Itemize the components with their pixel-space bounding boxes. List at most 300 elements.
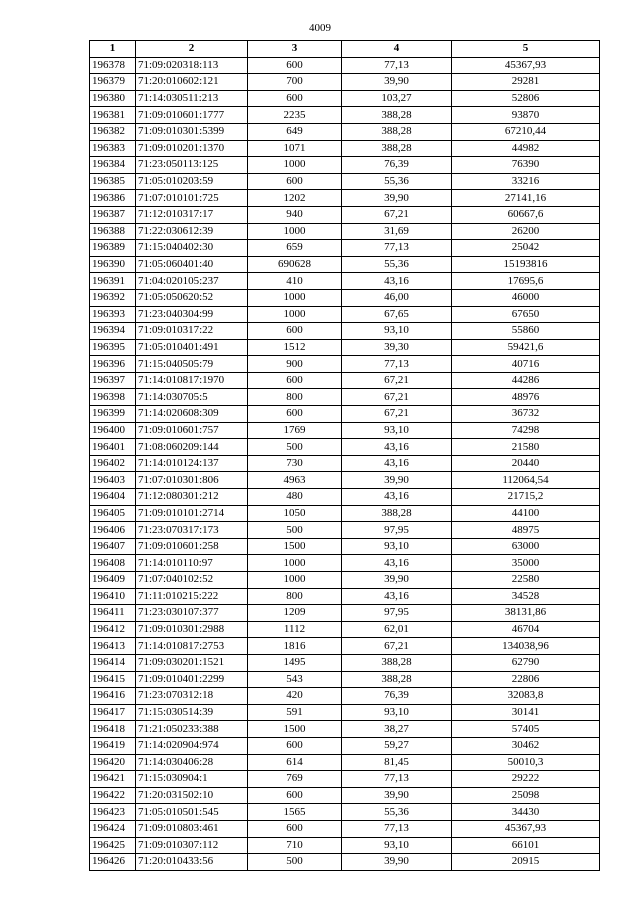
record-number-cell: 196379: [90, 74, 136, 91]
record-number-cell: 196402: [90, 455, 136, 472]
area-cell: 1769: [248, 422, 342, 439]
record-number-cell: 196424: [90, 820, 136, 837]
cadastral-number-cell: 71:05:010501:545: [136, 804, 248, 821]
value-cell: 46000: [452, 289, 600, 306]
table-body: [90, 57, 600, 870]
cadastral-number-cell: 71:14:030511:213: [136, 90, 248, 107]
rate-cell: 388,28: [342, 140, 452, 157]
record-number-cell: 196389: [90, 240, 136, 257]
rate-cell: 39,30: [342, 339, 452, 356]
table-row: [90, 190, 600, 207]
value-cell: 35000: [452, 555, 600, 572]
table-row: [90, 837, 600, 854]
table-row: [90, 754, 600, 771]
record-number-cell: 196410: [90, 588, 136, 605]
table-row: [90, 688, 600, 705]
cadastral-number-cell: 71:09:010601:757: [136, 422, 248, 439]
area-cell: 1500: [248, 538, 342, 555]
cadastral-number-cell: 71:09:010301:2988: [136, 621, 248, 638]
record-number-cell: 196382: [90, 123, 136, 140]
value-cell: 44286: [452, 372, 600, 389]
table-row: [90, 721, 600, 738]
area-cell: 900: [248, 356, 342, 373]
table-row: [90, 57, 600, 74]
table-row: [90, 505, 600, 522]
table-row: [90, 538, 600, 555]
record-number-cell: 196403: [90, 472, 136, 489]
value-cell: 34430: [452, 804, 600, 821]
cadastral-number-cell: 71:23:070312:18: [136, 688, 248, 705]
area-cell: 659: [248, 240, 342, 257]
table-row: [90, 621, 600, 638]
rate-cell: 43,16: [342, 555, 452, 572]
table-row: [90, 605, 600, 622]
area-cell: 1209: [248, 605, 342, 622]
area-cell: 600: [248, 323, 342, 340]
cadastral-number-cell: 71:21:050233:388: [136, 721, 248, 738]
table-row: [90, 654, 600, 671]
rate-cell: 388,28: [342, 107, 452, 124]
cadastral-number-cell: 71:09:010307:112: [136, 837, 248, 854]
table-row: [90, 289, 600, 306]
cadastral-number-cell: 71:05:050620:52: [136, 289, 248, 306]
record-number-cell: 196393: [90, 306, 136, 323]
table-row: [90, 820, 600, 837]
rate-cell: 67,21: [342, 638, 452, 655]
cadastral-number-cell: 71:14:020904:974: [136, 737, 248, 754]
rate-cell: 43,16: [342, 489, 452, 506]
value-cell: 29222: [452, 771, 600, 788]
rate-cell: 31,69: [342, 223, 452, 240]
rate-cell: 76,39: [342, 157, 452, 174]
rate-cell: 55,36: [342, 256, 452, 273]
table-row: [90, 704, 600, 721]
rate-cell: 93,10: [342, 704, 452, 721]
cadastral-number-cell: 71:15:040402:30: [136, 240, 248, 257]
record-number-cell: 196378: [90, 57, 136, 74]
record-number-cell: 196422: [90, 787, 136, 804]
rate-cell: 62,01: [342, 621, 452, 638]
table-row: [90, 671, 600, 688]
rate-cell: 76,39: [342, 688, 452, 705]
area-cell: 500: [248, 522, 342, 539]
table-row: [90, 555, 600, 572]
cadastral-number-cell: 71:14:010124:137: [136, 455, 248, 472]
cadastral-number-cell: 71:15:030514:39: [136, 704, 248, 721]
cadastral-number-cell: 71:08:060209:144: [136, 439, 248, 456]
column-header-2: 2: [136, 41, 248, 58]
table-row: [90, 439, 600, 456]
value-cell: 67650: [452, 306, 600, 323]
record-number-cell: 196426: [90, 854, 136, 871]
record-number-cell: 196419: [90, 737, 136, 754]
rate-cell: 67,21: [342, 206, 452, 223]
table-row: [90, 356, 600, 373]
value-cell: 25042: [452, 240, 600, 257]
value-cell: 22580: [452, 572, 600, 589]
table-row: [90, 140, 600, 157]
record-number-cell: 196421: [90, 771, 136, 788]
rate-cell: 39,90: [342, 572, 452, 589]
value-cell: 25098: [452, 787, 600, 804]
value-cell: 20915: [452, 854, 600, 871]
value-cell: 63000: [452, 538, 600, 555]
table-row: [90, 90, 600, 107]
cadastral-number-cell: 71:23:070317:173: [136, 522, 248, 539]
cadastral-number-cell: 71:23:040304:99: [136, 306, 248, 323]
table-row: [90, 787, 600, 804]
cadastral-number-cell: 71:09:010101:2714: [136, 505, 248, 522]
area-cell: 649: [248, 123, 342, 140]
record-number-cell: 196388: [90, 223, 136, 240]
area-cell: 600: [248, 787, 342, 804]
table-row: [90, 638, 600, 655]
cadastral-number-cell: 71:14:030406:28: [136, 754, 248, 771]
value-cell: 60667,6: [452, 206, 600, 223]
table-row: [90, 206, 600, 223]
rate-cell: 39,90: [342, 74, 452, 91]
area-cell: 500: [248, 854, 342, 871]
value-cell: 21715,2: [452, 489, 600, 506]
column-header-4: 4: [342, 41, 452, 58]
cadastral-number-cell: 71:05:010203:59: [136, 173, 248, 190]
value-cell: 40716: [452, 356, 600, 373]
cadastral-number-cell: 71:05:060401:40: [136, 256, 248, 273]
rate-cell: 39,90: [342, 787, 452, 804]
rate-cell: 93,10: [342, 422, 452, 439]
record-number-cell: 196408: [90, 555, 136, 572]
cadastral-number-cell: 71:14:010817:1970: [136, 372, 248, 389]
area-cell: 1000: [248, 289, 342, 306]
cadastral-number-cell: 71:09:010601:1777: [136, 107, 248, 124]
cadastral-number-cell: 71:09:010401:2299: [136, 671, 248, 688]
cadastral-number-cell: 71:14:010817:2753: [136, 638, 248, 655]
rate-cell: 77,13: [342, 771, 452, 788]
rate-cell: 388,28: [342, 505, 452, 522]
rate-cell: 81,45: [342, 754, 452, 771]
table-row: [90, 256, 600, 273]
value-cell: 44982: [452, 140, 600, 157]
value-cell: 29281: [452, 74, 600, 91]
rate-cell: 93,10: [342, 538, 452, 555]
record-number-cell: 196384: [90, 157, 136, 174]
value-cell: 34528: [452, 588, 600, 605]
rate-cell: 97,95: [342, 522, 452, 539]
value-cell: 134038,96: [452, 638, 600, 655]
cadastral-number-cell: 71:20:010433:56: [136, 854, 248, 871]
value-cell: 22806: [452, 671, 600, 688]
register-table: [89, 40, 600, 871]
page-number: 4009: [309, 22, 331, 34]
record-number-cell: 196413: [90, 638, 136, 655]
table-row: [90, 323, 600, 340]
area-cell: 769: [248, 771, 342, 788]
table-row: [90, 223, 600, 240]
area-cell: 1565: [248, 804, 342, 821]
record-number-cell: 196414: [90, 654, 136, 671]
area-cell: 2235: [248, 107, 342, 124]
rate-cell: 39,90: [342, 190, 452, 207]
record-number-cell: 196423: [90, 804, 136, 821]
rate-cell: 38,27: [342, 721, 452, 738]
record-number-cell: 196401: [90, 439, 136, 456]
area-cell: 500: [248, 439, 342, 456]
value-cell: 66101: [452, 837, 600, 854]
cadastral-number-cell: 71:07:010301:806: [136, 472, 248, 489]
area-cell: 1512: [248, 339, 342, 356]
area-cell: 700: [248, 74, 342, 91]
table-row: [90, 422, 600, 439]
rate-cell: 103,27: [342, 90, 452, 107]
value-cell: 21580: [452, 439, 600, 456]
cadastral-number-cell: 71:20:031502:10: [136, 787, 248, 804]
value-cell: 45367,93: [452, 57, 600, 74]
record-number-cell: 196381: [90, 107, 136, 124]
value-cell: 59421,6: [452, 339, 600, 356]
record-number-cell: 196380: [90, 90, 136, 107]
value-cell: 26200: [452, 223, 600, 240]
area-cell: 690628: [248, 256, 342, 273]
area-cell: 1000: [248, 223, 342, 240]
cadastral-number-cell: 71:09:020318:113: [136, 57, 248, 74]
value-cell: 45367,93: [452, 820, 600, 837]
record-number-cell: 196386: [90, 190, 136, 207]
area-cell: 1112: [248, 621, 342, 638]
area-cell: 614: [248, 754, 342, 771]
cadastral-number-cell: 71:23:050113:125: [136, 157, 248, 174]
area-cell: 591: [248, 704, 342, 721]
record-number-cell: 196391: [90, 273, 136, 290]
record-number-cell: 196400: [90, 422, 136, 439]
record-number-cell: 196406: [90, 522, 136, 539]
area-cell: 1071: [248, 140, 342, 157]
rate-cell: 43,16: [342, 273, 452, 290]
value-cell: 36732: [452, 406, 600, 423]
rate-cell: 388,28: [342, 654, 452, 671]
record-number-cell: 196385: [90, 173, 136, 190]
rate-cell: 43,16: [342, 455, 452, 472]
area-cell: 1000: [248, 555, 342, 572]
cadastral-number-cell: 71:09:010803:461: [136, 820, 248, 837]
rate-cell: 67,21: [342, 389, 452, 406]
cadastral-number-cell: 71:14:030705:5: [136, 389, 248, 406]
area-cell: 730: [248, 455, 342, 472]
record-number-cell: 196394: [90, 323, 136, 340]
table-row: [90, 123, 600, 140]
value-cell: 67210,44: [452, 123, 600, 140]
rate-cell: 43,16: [342, 439, 452, 456]
rate-cell: 97,95: [342, 605, 452, 622]
table-row: [90, 74, 600, 91]
rate-cell: 388,28: [342, 671, 452, 688]
value-cell: 20440: [452, 455, 600, 472]
table-header-row: [90, 41, 600, 58]
cadastral-number-cell: 71:09:010317:22: [136, 323, 248, 340]
cadastral-number-cell: 71:05:010401:491: [136, 339, 248, 356]
value-cell: 32083,8: [452, 688, 600, 705]
record-number-cell: 196395: [90, 339, 136, 356]
cadastral-number-cell: 71:11:010215:222: [136, 588, 248, 605]
area-cell: 420: [248, 688, 342, 705]
table-row: [90, 588, 600, 605]
record-number-cell: 196415: [90, 671, 136, 688]
cadastral-number-cell: 71:23:030107:377: [136, 605, 248, 622]
area-cell: 600: [248, 372, 342, 389]
area-cell: 1000: [248, 157, 342, 174]
record-number-cell: 196397: [90, 372, 136, 389]
value-cell: 52806: [452, 90, 600, 107]
table-row: [90, 240, 600, 257]
record-number-cell: 196398: [90, 389, 136, 406]
cadastral-number-cell: 71:14:010110:97: [136, 555, 248, 572]
cadastral-number-cell: 71:12:010317:17: [136, 206, 248, 223]
rate-cell: 55,36: [342, 173, 452, 190]
rate-cell: 77,13: [342, 820, 452, 837]
value-cell: 48975: [452, 522, 600, 539]
rate-cell: 39,90: [342, 854, 452, 871]
cadastral-number-cell: 71:09:010301:5399: [136, 123, 248, 140]
area-cell: 1000: [248, 306, 342, 323]
record-number-cell: 196416: [90, 688, 136, 705]
cadastral-number-cell: 71:07:010101:725: [136, 190, 248, 207]
table-row: [90, 372, 600, 389]
value-cell: 27141,16: [452, 190, 600, 207]
cadastral-number-cell: 71:12:080301:212: [136, 489, 248, 506]
area-cell: 800: [248, 588, 342, 605]
area-cell: 1500: [248, 721, 342, 738]
area-cell: 940: [248, 206, 342, 223]
rate-cell: 67,65: [342, 306, 452, 323]
area-cell: 1000: [248, 572, 342, 589]
table-row: [90, 389, 600, 406]
record-number-cell: 196404: [90, 489, 136, 506]
table-row: [90, 771, 600, 788]
cadastral-number-cell: 71:20:010602:121: [136, 74, 248, 91]
area-cell: 600: [248, 173, 342, 190]
rate-cell: 67,21: [342, 406, 452, 423]
rate-cell: 77,13: [342, 240, 452, 257]
area-cell: 600: [248, 820, 342, 837]
column-header-5: 5: [452, 41, 600, 58]
rate-cell: 77,13: [342, 356, 452, 373]
table-row: [90, 157, 600, 174]
record-number-cell: 196418: [90, 721, 136, 738]
table-row: [90, 107, 600, 124]
table-row: [90, 406, 600, 423]
value-cell: 33216: [452, 173, 600, 190]
table-row: [90, 804, 600, 821]
rate-cell: 59,27: [342, 737, 452, 754]
record-number-cell: 196425: [90, 837, 136, 854]
rate-cell: 93,10: [342, 837, 452, 854]
value-cell: 48976: [452, 389, 600, 406]
rate-cell: 93,10: [342, 323, 452, 340]
area-cell: 600: [248, 57, 342, 74]
table-row: [90, 173, 600, 190]
area-cell: 600: [248, 737, 342, 754]
record-number-cell: 196411: [90, 605, 136, 622]
cadastral-number-cell: 71:09:010601:258: [136, 538, 248, 555]
rate-cell: 388,28: [342, 123, 452, 140]
value-cell: 112064,54: [452, 472, 600, 489]
record-number-cell: 196417: [90, 704, 136, 721]
record-number-cell: 196399: [90, 406, 136, 423]
rate-cell: 39,90: [342, 472, 452, 489]
value-cell: 76390: [452, 157, 600, 174]
value-cell: 50010,3: [452, 754, 600, 771]
area-cell: 1202: [248, 190, 342, 207]
area-cell: 800: [248, 389, 342, 406]
area-cell: 600: [248, 406, 342, 423]
table-row: [90, 339, 600, 356]
record-number-cell: 196420: [90, 754, 136, 771]
value-cell: 93870: [452, 107, 600, 124]
cadastral-number-cell: 71:09:030201:1521: [136, 654, 248, 671]
area-cell: 1050: [248, 505, 342, 522]
column-header-1: 1: [90, 41, 136, 58]
record-number-cell: 196392: [90, 289, 136, 306]
area-cell: 710: [248, 837, 342, 854]
rate-cell: 67,21: [342, 372, 452, 389]
cadastral-number-cell: 71:15:030904:1: [136, 771, 248, 788]
area-cell: 600: [248, 90, 342, 107]
record-number-cell: 196383: [90, 140, 136, 157]
record-number-cell: 196407: [90, 538, 136, 555]
value-cell: 74298: [452, 422, 600, 439]
table-row: [90, 472, 600, 489]
rate-cell: 55,36: [342, 804, 452, 821]
rate-cell: 77,13: [342, 57, 452, 74]
area-cell: 410: [248, 273, 342, 290]
table-row: [90, 737, 600, 754]
value-cell: 46704: [452, 621, 600, 638]
rate-cell: 43,16: [342, 588, 452, 605]
rate-cell: 46,00: [342, 289, 452, 306]
value-cell: 62790: [452, 654, 600, 671]
table-row: [90, 489, 600, 506]
column-header-3: 3: [248, 41, 342, 58]
cadastral-number-cell: 71:09:010201:1370: [136, 140, 248, 157]
area-cell: 480: [248, 489, 342, 506]
value-cell: 38131,86: [452, 605, 600, 622]
cadastral-number-cell: 71:22:030612:39: [136, 223, 248, 240]
value-cell: 57405: [452, 721, 600, 738]
table-row: [90, 854, 600, 871]
record-number-cell: 196405: [90, 505, 136, 522]
table-row: [90, 273, 600, 290]
area-cell: 1495: [248, 654, 342, 671]
table-row: [90, 306, 600, 323]
record-number-cell: 196390: [90, 256, 136, 273]
area-cell: 1816: [248, 638, 342, 655]
record-number-cell: 196396: [90, 356, 136, 373]
area-cell: 4963: [248, 472, 342, 489]
value-cell: 55860: [452, 323, 600, 340]
value-cell: 15193816: [452, 256, 600, 273]
record-number-cell: 196409: [90, 572, 136, 589]
table-row: [90, 572, 600, 589]
value-cell: 17695,6: [452, 273, 600, 290]
cadastral-number-cell: 71:07:040102:52: [136, 572, 248, 589]
value-cell: 30462: [452, 737, 600, 754]
table-row: [90, 522, 600, 539]
table-row: [90, 455, 600, 472]
value-cell: 30141: [452, 704, 600, 721]
cadastral-number-cell: 71:15:040505:79: [136, 356, 248, 373]
record-number-cell: 196412: [90, 621, 136, 638]
cadastral-number-cell: 71:04:020105:237: [136, 273, 248, 290]
record-number-cell: 196387: [90, 206, 136, 223]
